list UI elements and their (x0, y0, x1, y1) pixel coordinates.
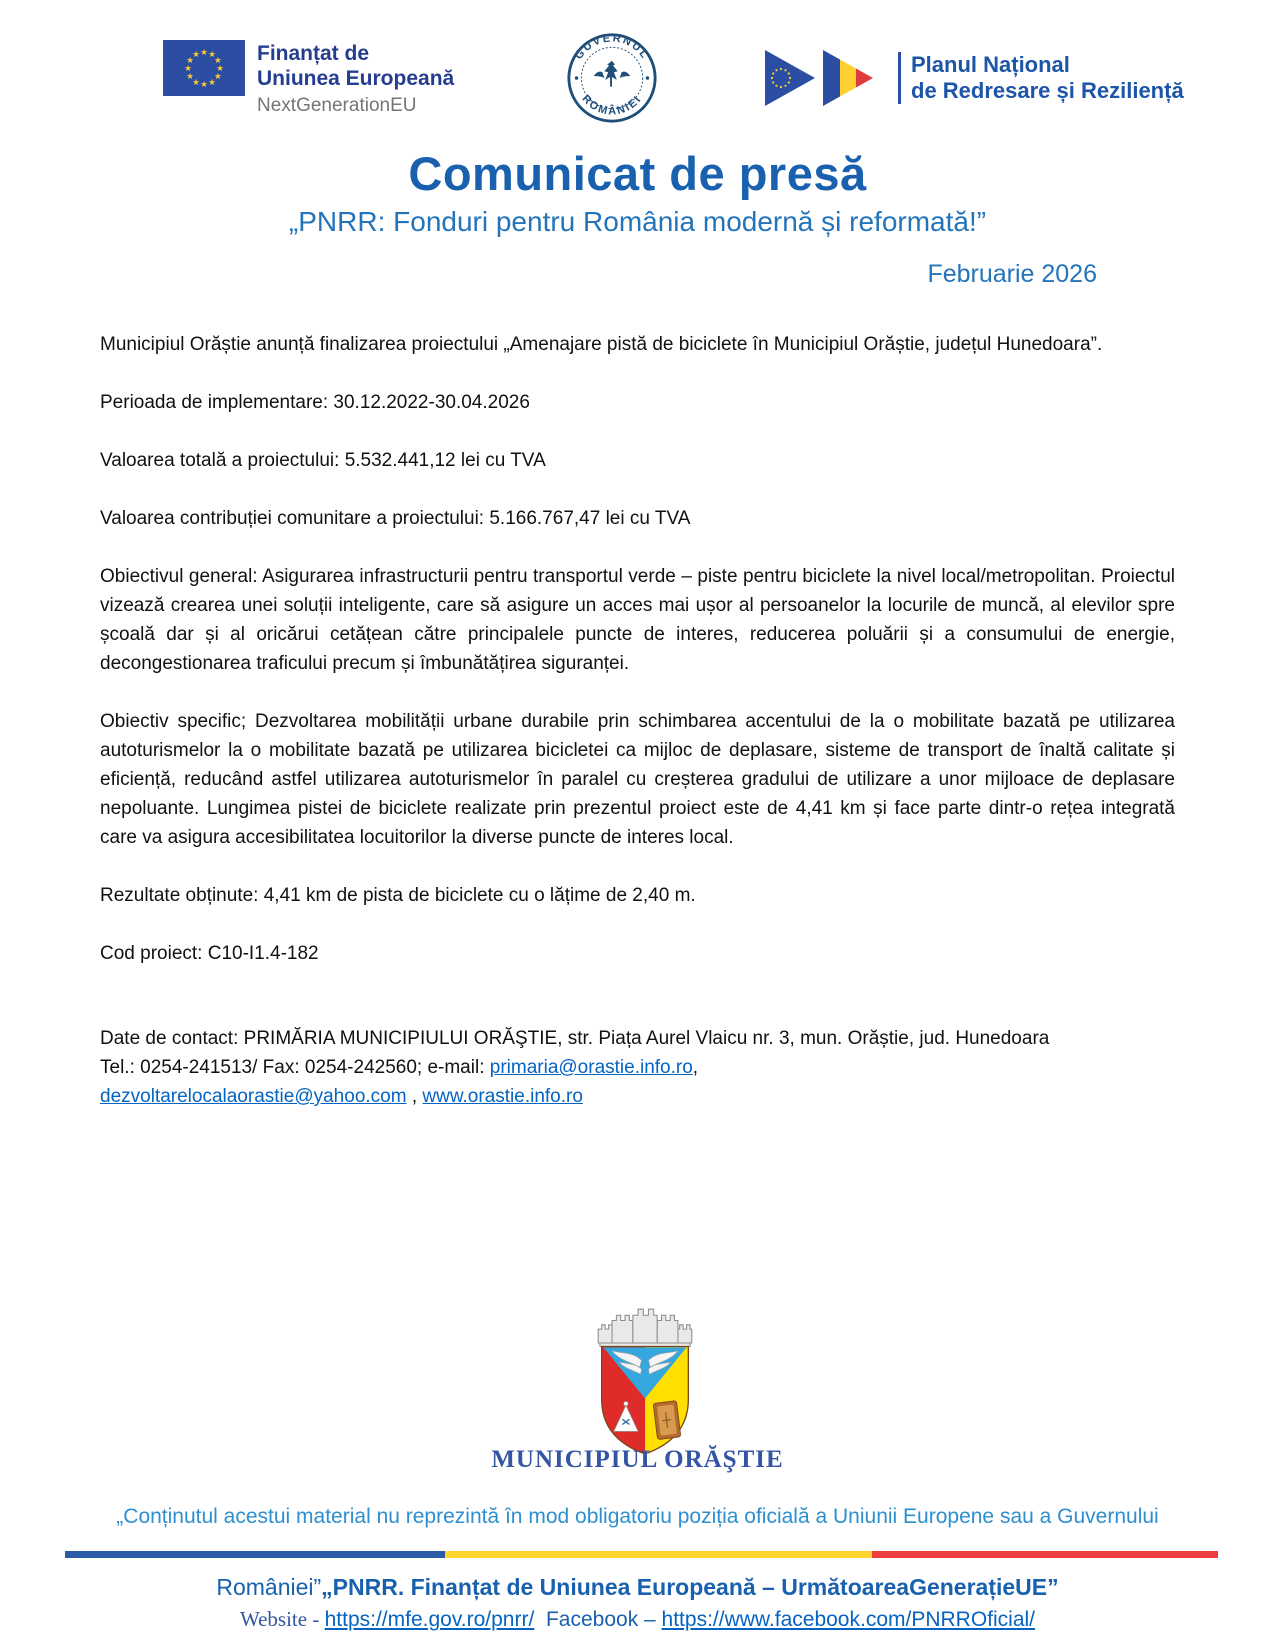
paragraph-results: Rezultate obținute: 4,41 km de pista de biciclete cu o lățime de 2,40 m. (100, 885, 696, 906)
paragraph-total-value: Valoarea totală a proiectului: 5.532.441,12 lei cu TVA (100, 450, 546, 471)
eu-flag-icon (163, 40, 245, 96)
svg-text:★: ★ (192, 77, 200, 88)
svg-text:★: ★ (192, 50, 200, 61)
email-secondary-link[interactable]: dezvoltarelocalaorastie@yahoo.com (100, 1086, 407, 1107)
svg-text:★: ★ (214, 72, 222, 82)
pnrr-logo (760, 48, 1184, 108)
pnrr-title-line1: Planul Național (911, 52, 1070, 77)
paragraph-project-code: Cod proiect: C10-I1.4-182 (100, 943, 319, 964)
svg-text:★: ★ (184, 64, 192, 74)
eu-funded-logo (163, 40, 454, 118)
paragraph-implementation-period: Perioada de implementare: 30.12.2022-30.04.2026 (100, 392, 530, 413)
paragraph-project-announcement: Municipiul Orăștie anunță finalizarea proiectului „Amenajare pistă de biciclete în Municipiul Orăștie, județul Hunedoara”. (100, 334, 1103, 355)
svg-text:★: ★ (200, 48, 208, 58)
eu-nextgeneration-label: NextGenerationEU (257, 95, 417, 116)
facebook-label: Facebook – (545, 1608, 662, 1631)
pnrr-triangles-icon (760, 48, 888, 108)
email-primary-link[interactable]: primaria@orastie.info.ro (489, 1057, 693, 1078)
page-title: Comunicat de presă (408, 147, 867, 200)
website-link[interactable]: www.orastie.info.ro (422, 1086, 583, 1107)
contact-separator: , (406, 1086, 423, 1107)
flag-red-segment (872, 1551, 1218, 1558)
contact-address: Date de contact: PRIMĂRIA MUNICIPIULUI ORĂŞTIE, str. Piața Aurel Vlaicu nr. 3, mun. Orăștie, jud. Hunedoara (100, 1028, 1050, 1049)
crown-icon (598, 1309, 692, 1346)
mfe-pnrr-link[interactable]: https://mfe.gov.ro/pnrr/ (324, 1608, 535, 1631)
svg-text:★: ★ (216, 64, 224, 74)
svg-text:★: ★ (208, 77, 216, 88)
footer-slogan-line (0, 1574, 1275, 1601)
pnrr-title-line2: de Redresare și Reziliență (911, 78, 1184, 103)
svg-text:★: ★ (208, 50, 216, 61)
paragraph-general-objective: Obiectivul general: Asigurarea infrastructurii pentru transportul verde – piste pentru biciclete la nivel local/metropolitan. Proiectul vizează crearea unei soluții inteligente, care să asigure un acces mai ușor al persoanelor la locurile de muncă, al elevilor spre școală dar și al oricărui cetățean către principalele puncte de interes, reducerea poluării și a consumului de energie, decongestionarea traficului precum și îmbunătățirea siguranței. (100, 566, 1175, 674)
paragraph-community-contribution: Valoarea contribuției comunitare a proiectului: 5.166.767,47 lei cu TVA (100, 508, 691, 529)
pnrr-slogan: „PNRR. Finanțat de Uniunea Europeană – UrmătoareaGenerațieUE” (321, 1574, 1059, 1600)
eu-funded-line2: Uniunea Europeană (257, 67, 455, 90)
svg-text:★: ★ (200, 80, 208, 90)
contact-tel-text: Tel.: 0254-241513/ Fax: 0254-242560; e-mail: (100, 1057, 490, 1078)
government-seal-icon (566, 32, 658, 124)
facebook-pnrr-link[interactable]: https://www.facebook.com/PNRROficial/ (661, 1608, 1036, 1631)
contact-comma: , (692, 1057, 699, 1078)
flag-blue-segment (65, 1551, 445, 1558)
orastie-coat-of-arms-icon (593, 1308, 697, 1456)
eu-funded-line1: Finanțat de (257, 42, 370, 65)
footer-links-line (0, 1607, 1275, 1632)
romanian-flag-divider (65, 1551, 1218, 1558)
website-label: Website - (239, 1607, 325, 1631)
seal-text-bottom: ROMÂNIEI (579, 92, 645, 118)
disclaimer-continuation: României” (216, 1574, 322, 1600)
contact-block (100, 1024, 1175, 1111)
seal-text-top: GUVERNUL (572, 32, 652, 62)
page-subtitle: „PNRR: Fonduri pentru România modernă și reformată!” (288, 206, 987, 237)
flag-yellow-segment (445, 1551, 872, 1558)
municipality-name: MUNICIPIUL ORĂŞTIE (491, 1446, 784, 1473)
body-text (100, 330, 1175, 1111)
paragraph-specific-objective: Obiectiv specific; Dezvoltarea mobilității urbane durabile prin schimbarea accentului de la o mobilitate bazată pe utilizarea autoturismelor la o mobilitate bazată pe utilizarea bicicletei ca mijloc de deplasare, sisteme de transport de înaltă calitate și eficiență, reducând astfel utilizarea autoturismelor în paralel cu creșterea gradului de utilizare a unor mijloace de deplasare nepoluante. Lungimea pistei de biciclete realizate prin prezentul proiect este de 4,41 km și face parte dintr-o rețea integrată care va asigura accesibilitatea locuitorilor la diverse puncte de interes local. (100, 711, 1175, 848)
contact-tel-line (100, 1053, 1175, 1082)
book-icon (653, 1401, 681, 1440)
spacer (534, 1608, 546, 1631)
contact-email-line (100, 1082, 1175, 1111)
svg-text:★: ★ (186, 72, 194, 82)
date: Februarie 2026 (927, 260, 1097, 288)
svg-text:★: ★ (214, 56, 222, 66)
disclaimer-text: „Conținutul acestui material nu reprezintă în mod obligatoriu poziția oficială a Uniunii Europene sau a Guvernului (116, 1505, 1159, 1528)
svg-text:★: ★ (186, 56, 194, 66)
